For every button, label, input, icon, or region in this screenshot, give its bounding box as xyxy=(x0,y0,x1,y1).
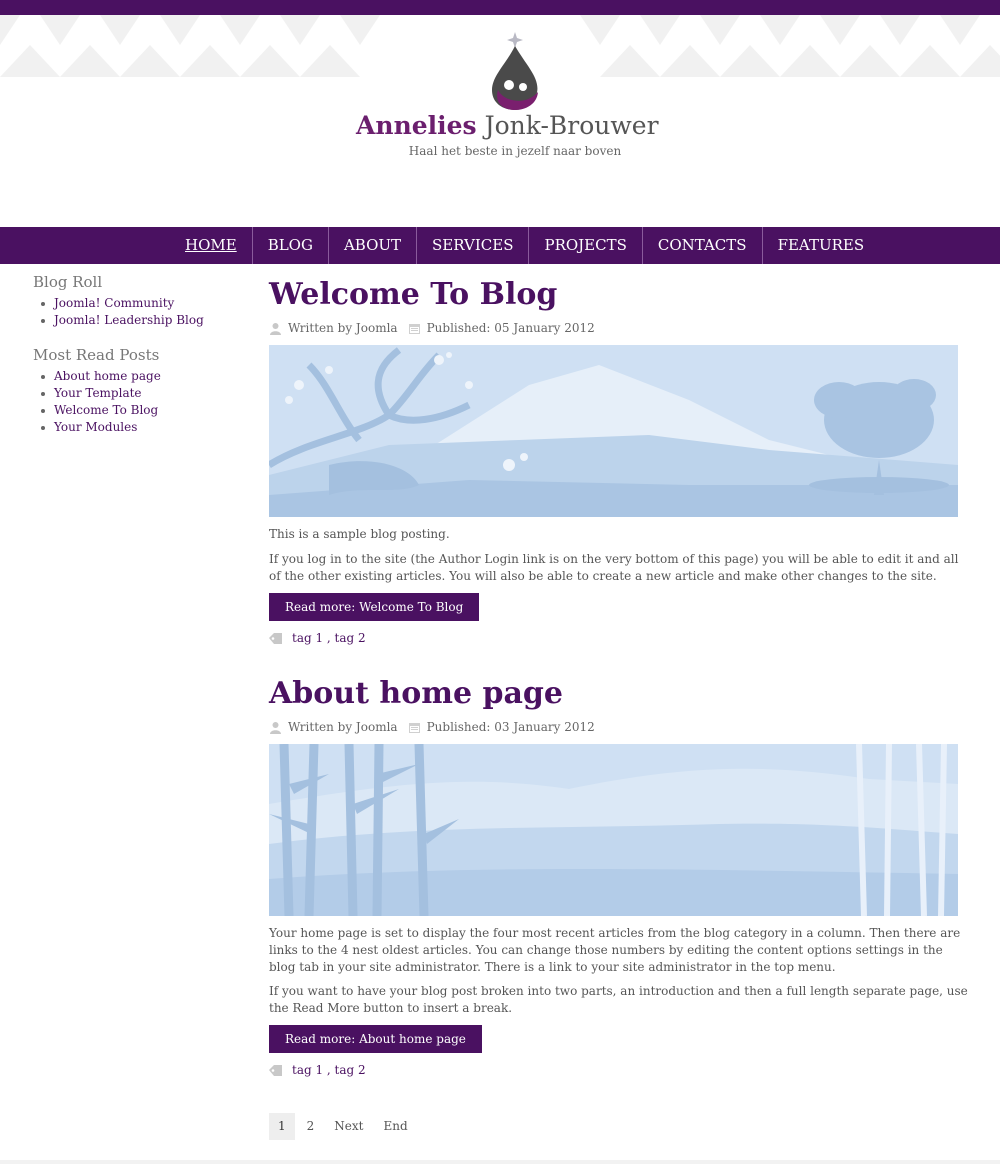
blogroll-title: Blog Roll xyxy=(33,273,103,291)
drop-logo-icon xyxy=(480,28,550,110)
article-published: Published: 03 January 2012 xyxy=(426,720,595,734)
nav-item-about[interactable]: ABOUT xyxy=(328,227,416,264)
logo-tagline: Haal het beste in jezelf naar boven xyxy=(408,144,622,158)
nav-item-blog[interactable]: BLOG xyxy=(252,227,328,264)
tag-icon xyxy=(269,633,282,644)
mostread-link[interactable]: About home page xyxy=(33,368,233,385)
bamboo-landscape-image xyxy=(269,744,958,916)
article-text: If you want to have your blog post broken into two parts, an introduction and then a full length separate page, use the Read More button to insert a break. xyxy=(269,984,968,1015)
user-icon xyxy=(269,721,282,734)
calendar-icon xyxy=(408,721,421,734)
article-author: Written by Joomla xyxy=(288,321,398,335)
article-text: This is a sample blog posting. xyxy=(269,527,450,541)
article-author: Written by Joomla xyxy=(288,720,398,734)
mostread-list xyxy=(33,368,233,435)
page-current: 1 xyxy=(269,1113,295,1140)
article-text: If you log in to the site (the Author Login link is on the very bottom of this page) you will be able to edit it and all of the other existing articles. You will also be able to create a new article and make other changes to the site. xyxy=(269,552,959,583)
nav-item-home[interactable]: HOME xyxy=(185,236,237,254)
read-more-button[interactable]: Read more: About home page xyxy=(269,1025,482,1053)
article-meta xyxy=(269,320,595,336)
mostread-link[interactable]: Welcome To Blog xyxy=(33,402,233,419)
blogroll-link[interactable]: Joomla! Community xyxy=(33,295,233,312)
sidebar xyxy=(33,273,233,453)
article-title[interactable]: About home page xyxy=(269,676,563,711)
nav-item-contacts[interactable]: CONTACTS xyxy=(642,227,762,264)
nav-item-features[interactable]: FEATURES xyxy=(762,227,880,264)
article-text: Your home page is set to display the four most recent articles from the blog category in a column. Then there are links to the 4 nest oldest articles. You can change those numbers by editing the content options settings in the blog tab in your site administrator. There is a link to your site administrator in the top menu. xyxy=(269,926,961,974)
page-next-link[interactable]: Next xyxy=(334,1119,364,1133)
page-end-link[interactable]: End xyxy=(383,1119,408,1133)
logo-first-name: Annelies xyxy=(356,111,477,140)
logo-last-name: Jonk-Brouwer xyxy=(484,111,659,140)
pagination xyxy=(269,1113,420,1140)
article-tags xyxy=(269,1062,366,1078)
site-logo[interactable] xyxy=(340,28,680,168)
article-meta xyxy=(269,719,595,735)
blogroll-list xyxy=(33,295,233,328)
user-icon xyxy=(269,322,282,335)
blogroll-link[interactable]: Joomla! Leadership Blog xyxy=(33,312,233,329)
article-tags xyxy=(269,630,366,646)
top-bar xyxy=(0,0,1000,15)
mostread-title: Most Read Posts xyxy=(33,346,160,365)
tag-links[interactable]: tag 1 , tag 2 xyxy=(292,1063,366,1077)
logo-wordmark xyxy=(356,111,686,140)
tag-icon xyxy=(269,1065,282,1076)
article-published: Published: 05 January 2012 xyxy=(426,321,595,335)
article-title[interactable]: Welcome To Blog xyxy=(269,277,558,312)
page-2-link[interactable]: 2 xyxy=(306,1119,315,1133)
calendar-icon xyxy=(408,322,421,335)
nav-item-services[interactable]: SERVICES xyxy=(416,227,528,264)
mostread-link[interactable]: Your Modules xyxy=(33,419,233,436)
cherry-blossom-landscape-image xyxy=(269,345,958,517)
tag-links[interactable]: tag 1 , tag 2 xyxy=(292,631,366,645)
nav-item-projects[interactable]: PROJECTS xyxy=(528,227,641,264)
read-more-button[interactable]: Read more: Welcome To Blog xyxy=(269,593,479,621)
footer-divider xyxy=(0,1160,1000,1164)
mostread-link[interactable]: Your Template xyxy=(33,385,233,402)
main-nav xyxy=(0,227,1000,264)
